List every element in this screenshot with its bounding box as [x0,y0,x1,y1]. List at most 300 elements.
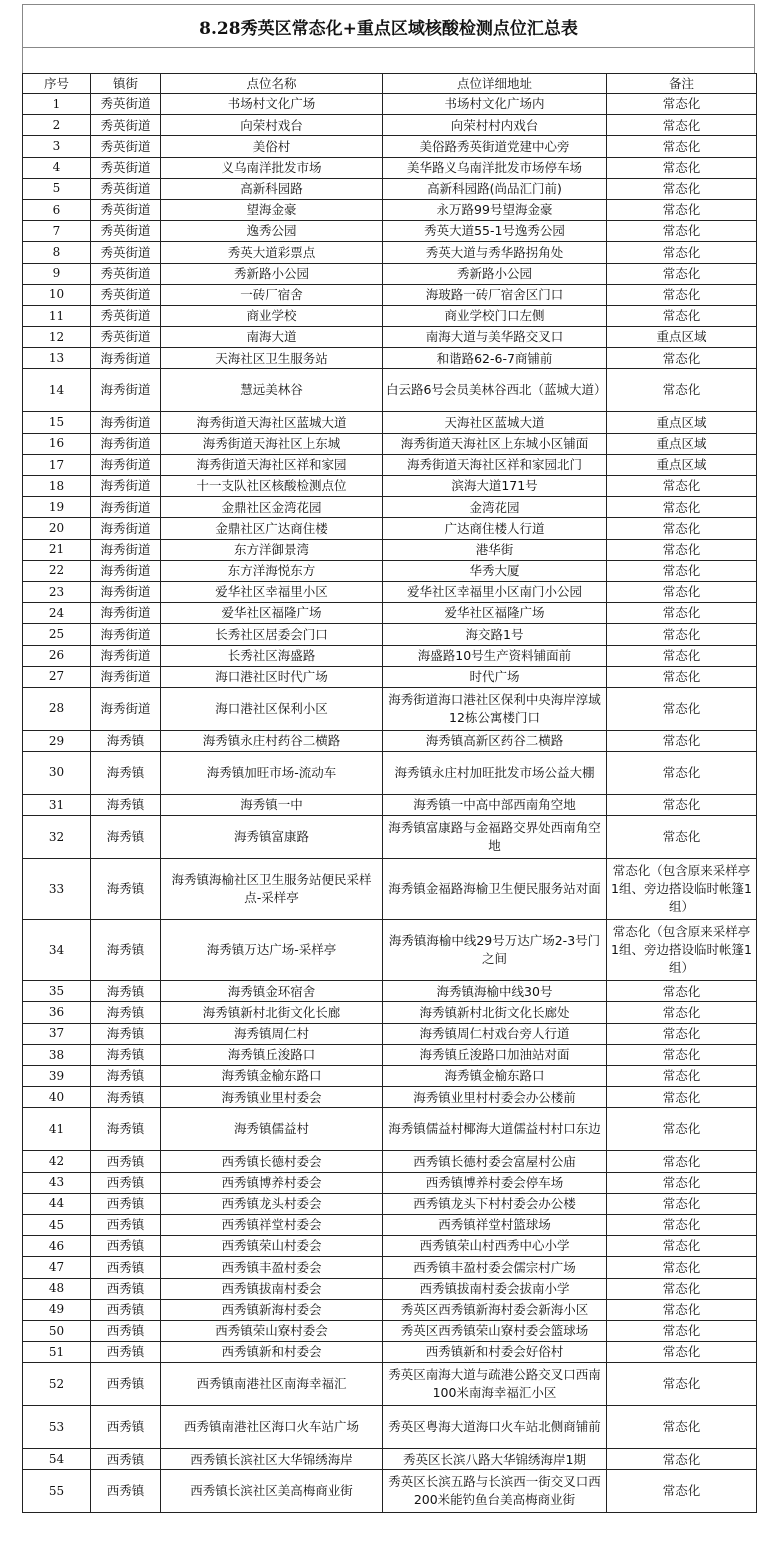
table-row [23,795,757,816]
cell-town: 秀英街道 [91,327,161,348]
cell-site-name: 西秀镇长滨社区大华锦绣海岸 [161,1449,383,1470]
cell-site-name: 西秀镇新和村委会 [161,1342,383,1363]
cell-address: 华秀大厦 [383,560,607,581]
cell-site-name: 西秀镇龙头村委会 [161,1193,383,1214]
cell-site-name: 长秀社区居委会门口 [161,624,383,645]
cell-address: 海秀街道天海社区上东城小区铺面 [383,433,607,454]
cell-seq: 40 [23,1087,91,1108]
cell-remark: 常态化 [607,1002,757,1023]
cell-address: 广达商住楼人行道 [383,518,607,539]
cell-remark: 常态化 [607,816,757,859]
cell-seq: 48 [23,1278,91,1299]
cell-town: 海秀街道 [91,348,161,369]
cell-seq: 46 [23,1236,91,1257]
cell-remark: 常态化 [607,1257,757,1278]
cell-seq: 14 [23,369,91,412]
table-row [23,348,757,369]
table-row [23,920,757,981]
table-row [23,518,757,539]
cell-site-name: 向荣村戏台 [161,115,383,136]
cell-site-name: 西秀镇长滨社区美高梅商业街 [161,1470,383,1513]
cell-address: 白云路6号会员美林谷西北（蓝城大道） [383,369,607,412]
cell-address: 海秀镇富康路与金福路交界处西南角空地 [383,816,607,859]
cell-town: 秀英街道 [91,157,161,178]
cell-seq: 17 [23,454,91,475]
table-row [23,412,757,433]
cell-remark: 常态化 [607,1236,757,1257]
cell-site-name: 西秀镇南港社区海口火车站广场 [161,1406,383,1449]
cell-site-name: 海秀镇万达广场-采样亭 [161,920,383,981]
cell-seq: 29 [23,730,91,751]
cell-site-name: 海秀镇富康路 [161,816,383,859]
cell-site-name: 东方洋海悦东方 [161,560,383,581]
cell-town: 海秀街道 [91,560,161,581]
cell-seq: 51 [23,1342,91,1363]
table-row [23,1066,757,1087]
cell-remark: 常态化 [607,263,757,284]
cell-town: 海秀镇 [91,752,161,795]
cell-seq: 18 [23,476,91,497]
cell-town: 海秀镇 [91,730,161,751]
cell-remark: 重点区域 [607,454,757,475]
cell-address: 西秀镇丰盈村委会儒宗村广场 [383,1257,607,1278]
table-row [23,157,757,178]
cell-site-name: 望海金豪 [161,199,383,220]
cell-remark: 常态化 [607,136,757,157]
cell-address: 海秀镇金榆东路口 [383,1066,607,1087]
cell-seq: 36 [23,1002,91,1023]
cell-address: 天海社区蓝城大道 [383,412,607,433]
cell-town: 海秀镇 [91,1044,161,1065]
cell-town: 海秀街道 [91,581,161,602]
cell-town: 西秀镇 [91,1257,161,1278]
cell-address: 海秀镇高新区药谷二横路 [383,730,607,751]
cell-town: 西秀镇 [91,1470,161,1513]
cell-remark: 常态化 [607,1066,757,1087]
header-seq: 序号 [23,74,91,94]
cell-site-name: 书场村文化广场 [161,94,383,115]
cell-site-name: 海口港社区时代广场 [161,666,383,687]
cell-address: 海秀镇海榆中线30号 [383,981,607,1002]
cell-address: 西秀镇龙头下村村委会办公楼 [383,1193,607,1214]
cell-seq: 3 [23,136,91,157]
cell-address: 时代广场 [383,666,607,687]
cell-remark: 常态化 [607,981,757,1002]
cell-address: 商业学校门口左侧 [383,305,607,326]
cell-remark: 重点区域 [607,433,757,454]
cell-town: 西秀镇 [91,1214,161,1235]
cell-site-name: 一砖厂宿舍 [161,284,383,305]
table-row [23,497,757,518]
cell-address: 西秀镇拔南村委会拔南小学 [383,1278,607,1299]
cell-remark: 常态化 [607,1363,757,1406]
cell-address: 爱华社区福隆广场 [383,603,607,624]
cell-seq: 15 [23,412,91,433]
header-town: 镇街 [91,74,161,94]
cell-address: 海秀镇儒益村椰海大道儒益村村口东边 [383,1108,607,1151]
table-row [23,859,757,920]
cell-town: 秀英街道 [91,305,161,326]
cell-remark: 常态化 [607,1172,757,1193]
cell-town: 秀英街道 [91,242,161,263]
cell-seq: 20 [23,518,91,539]
cell-address: 秀英区长滨八路大华锦绣海岸1期 [383,1449,607,1470]
cell-town: 西秀镇 [91,1449,161,1470]
table-row [23,1299,757,1320]
cell-site-name: 美俗村 [161,136,383,157]
cell-address: 南海大道与美华路交叉口 [383,327,607,348]
cell-remark: 常态化 [607,1406,757,1449]
table-row [23,816,757,859]
cell-town: 西秀镇 [91,1299,161,1320]
cell-address: 港华街 [383,539,607,560]
cell-site-name: 海秀镇一中 [161,795,383,816]
cell-seq: 43 [23,1172,91,1193]
cell-remark: 常态化 [607,581,757,602]
cell-site-name: 秀英大道彩票点 [161,242,383,263]
cell-address: 海秀镇永庄村加旺批发市场公益大棚 [383,752,607,795]
cell-address: 秀英大道55-1号逸秀公园 [383,221,607,242]
table-row [23,624,757,645]
header-row [23,74,757,94]
cell-town: 海秀镇 [91,1066,161,1087]
cell-seq: 23 [23,581,91,602]
cell-town: 海秀镇 [91,795,161,816]
cell-address: 海秀镇海榆中线29号万达广场2-3号门之间 [383,920,607,981]
cell-address: 海秀镇新村北街文化长廊处 [383,1002,607,1023]
cell-site-name: 海秀镇海榆社区卫生服务站便民采样点-采样亭 [161,859,383,920]
cell-remark: 常态化 [607,560,757,581]
cell-remark: 常态化 [607,476,757,497]
cell-address: 秀英大道与秀华路拐角处 [383,242,607,263]
cell-seq: 5 [23,178,91,199]
cell-remark: 常态化 [607,221,757,242]
cell-site-name: 西秀镇荣山村委会 [161,1236,383,1257]
cell-seq: 12 [23,327,91,348]
cell-site-name: 十一支队社区核酸检测点位 [161,476,383,497]
cell-town: 西秀镇 [91,1363,161,1406]
cell-site-name: 海口港社区保利小区 [161,687,383,730]
cell-seq: 8 [23,242,91,263]
cell-site-name: 长秀社区海盛路 [161,645,383,666]
cell-address: 海秀街道海口港社区保利中央海岸淳域12栋公寓楼门口 [383,687,607,730]
cell-address: 向荣村村内戏台 [383,115,607,136]
cell-address: 美俗路秀英街道党建中心旁 [383,136,607,157]
cell-town: 西秀镇 [91,1151,161,1172]
cell-remark: 常态化 [607,1278,757,1299]
cell-seq: 22 [23,560,91,581]
cell-seq: 10 [23,284,91,305]
table-row [23,1363,757,1406]
cell-remark: 常态化 [607,645,757,666]
cell-remark: 常态化 [607,1108,757,1151]
cell-town: 海秀街道 [91,433,161,454]
cell-town: 海秀街道 [91,539,161,560]
cell-remark: 重点区域 [607,412,757,433]
cell-seq: 25 [23,624,91,645]
cell-address: 高新科园路(尚品汇门前) [383,178,607,199]
table-row [23,263,757,284]
cell-seq: 4 [23,157,91,178]
cell-town: 海秀街道 [91,603,161,624]
cell-seq: 24 [23,603,91,624]
table-row [23,305,757,326]
cell-remark: 常态化 [607,94,757,115]
cell-seq: 44 [23,1193,91,1214]
cell-address: 海交路1号 [383,624,607,645]
cell-seq: 1 [23,94,91,115]
cell-seq: 35 [23,981,91,1002]
cell-seq: 45 [23,1214,91,1235]
cell-address: 海秀镇丘浚路口加油站对面 [383,1044,607,1065]
header-remark: 备注 [607,74,757,94]
cell-remark: 常态化 [607,115,757,136]
cell-remark: 常态化 [607,1151,757,1172]
cell-town: 秀英街道 [91,221,161,242]
cell-site-name: 海秀镇周仁村 [161,1023,383,1044]
cell-address: 秀英区西秀镇荣山寮村委会篮球场 [383,1320,607,1341]
cell-town: 海秀镇 [91,1087,161,1108]
cell-town: 秀英街道 [91,263,161,284]
cell-site-name: 海秀镇永庄村药谷二横路 [161,730,383,751]
cell-remark: 常态化 [607,687,757,730]
cell-seq: 32 [23,816,91,859]
cell-address: 书场村文化广场内 [383,94,607,115]
cell-address: 西秀镇祥堂村篮球场 [383,1214,607,1235]
cell-seq: 33 [23,859,91,920]
cell-seq: 41 [23,1108,91,1151]
table-row [23,1023,757,1044]
cell-site-name: 逸秀公园 [161,221,383,242]
cell-seq: 13 [23,348,91,369]
cell-seq: 27 [23,666,91,687]
cell-remark: 常态化 [607,539,757,560]
cell-site-name: 西秀镇新海村委会 [161,1299,383,1320]
table-row [23,1257,757,1278]
cell-address: 秀英区长滨五路与长滨西一街交叉口西200米能钓鱼台美高梅商业街 [383,1470,607,1513]
cell-site-name: 爱华社区幸福里小区 [161,581,383,602]
cell-remark: 常态化 [607,1023,757,1044]
cell-remark: 常态化 [607,497,757,518]
cell-town: 秀英街道 [91,284,161,305]
header-site-name: 点位名称 [161,74,383,94]
cell-remark: 常态化 [607,242,757,263]
cell-site-name: 金鼎社区广达商住楼 [161,518,383,539]
cell-address: 秀英区南海大道与疏港公路交叉口西南100米南海幸福汇小区 [383,1363,607,1406]
table-row [23,1151,757,1172]
cell-seq: 21 [23,539,91,560]
cell-seq: 11 [23,305,91,326]
table-row [23,560,757,581]
table-row [23,1470,757,1513]
cell-remark: 常态化 [607,1342,757,1363]
cell-town: 海秀街道 [91,687,161,730]
cell-site-name: 东方洋御景湾 [161,539,383,560]
table-row [23,1236,757,1257]
cell-remark: 常态化 [607,730,757,751]
cell-address: 滨海大道171号 [383,476,607,497]
cell-remark: 常态化 [607,199,757,220]
cell-site-name: 慧远美林谷 [161,369,383,412]
table-title: 8.28秀英区常态化+重点区域核酸检测点位汇总表 [22,4,755,48]
table-row [23,221,757,242]
cell-remark: 常态化（包含原来采样亭1组、旁边搭设临时帐篷1组） [607,859,757,920]
cell-remark: 常态化 [607,1449,757,1470]
cell-remark: 常态化 [607,518,757,539]
cell-town: 海秀街道 [91,369,161,412]
cell-site-name: 西秀镇祥堂村委会 [161,1214,383,1235]
cell-address: 和谐路62-6-7商铺前 [383,348,607,369]
cell-seq: 49 [23,1299,91,1320]
cell-town: 海秀镇 [91,981,161,1002]
blank-row [22,48,755,73]
table-row [23,476,757,497]
table-row [23,433,757,454]
table-row [23,1406,757,1449]
cell-remark: 常态化 [607,666,757,687]
cell-site-name: 高新科园路 [161,178,383,199]
table-row [23,1044,757,1065]
cell-remark: 常态化 [607,305,757,326]
cell-site-name: 海秀镇金环宿舍 [161,981,383,1002]
cell-town: 海秀街道 [91,518,161,539]
cell-seq: 47 [23,1257,91,1278]
table-row [23,115,757,136]
table-row [23,327,757,348]
cell-seq: 7 [23,221,91,242]
table-row [23,603,757,624]
cell-town: 西秀镇 [91,1342,161,1363]
cell-seq: 38 [23,1044,91,1065]
cell-town: 西秀镇 [91,1406,161,1449]
cell-remark: 常态化 [607,1193,757,1214]
table-row [23,666,757,687]
cell-address: 海秀镇金福路海榆卫生便民服务站对面 [383,859,607,920]
cell-town: 秀英街道 [91,115,161,136]
cell-remark: 常态化 [607,1087,757,1108]
cell-address: 秀新路小公园 [383,263,607,284]
table-row [23,94,757,115]
cell-remark: 常态化 [607,178,757,199]
cell-site-name: 海秀镇新村北街文化长廊 [161,1002,383,1023]
cell-town: 秀英街道 [91,94,161,115]
cell-remark: 常态化 [607,795,757,816]
cell-address: 秀英区粤海大道海口火车站北侧商铺前 [383,1406,607,1449]
cell-town: 海秀镇 [91,1002,161,1023]
cell-seq: 30 [23,752,91,795]
cell-site-name: 义乌南洋批发市场 [161,157,383,178]
table-row [23,645,757,666]
cell-address: 爱华社区幸福里小区南门小公园 [383,581,607,602]
cell-seq: 6 [23,199,91,220]
cell-seq: 53 [23,1406,91,1449]
cell-site-name: 爱华社区福隆广场 [161,603,383,624]
test-sites-table [22,73,757,1513]
cell-remark: 常态化 [607,284,757,305]
cell-address: 海秀镇一中高中部西南角空地 [383,795,607,816]
cell-remark: 常态化 [607,624,757,645]
cell-address: 海盛路10号生产资料铺面前 [383,645,607,666]
cell-address: 西秀镇新和村委会好俗村 [383,1342,607,1363]
cell-site-name: 天海社区卫生服务站 [161,348,383,369]
table-row [23,284,757,305]
cell-site-name: 海秀镇加旺市场-流动车 [161,752,383,795]
cell-town: 秀英街道 [91,178,161,199]
cell-town: 西秀镇 [91,1193,161,1214]
cell-remark: 常态化 [607,603,757,624]
cell-site-name: 海秀镇丘浚路口 [161,1044,383,1065]
cell-town: 西秀镇 [91,1236,161,1257]
table-row [23,1320,757,1341]
cell-town: 海秀街道 [91,645,161,666]
table-row [23,581,757,602]
cell-town: 西秀镇 [91,1278,161,1299]
table-row [23,981,757,1002]
table-row [23,136,757,157]
table-row [23,1087,757,1108]
cell-seq: 16 [23,433,91,454]
table-row [23,1108,757,1151]
cell-remark: 常态化 [607,1320,757,1341]
cell-remark: 常态化 [607,1299,757,1320]
cell-address: 秀英区西秀镇新海村委会新海小区 [383,1299,607,1320]
cell-remark: 常态化（包含原来采样亭1组、旁边搭设临时帐篷1组） [607,920,757,981]
cell-site-name: 金鼎社区金湾花园 [161,497,383,518]
cell-site-name: 西秀镇拔南村委会 [161,1278,383,1299]
cell-site-name: 西秀镇南港社区南海幸福汇 [161,1363,383,1406]
table-row [23,454,757,475]
cell-town: 海秀街道 [91,624,161,645]
table-row [23,687,757,730]
cell-remark: 重点区域 [607,327,757,348]
cell-site-name: 西秀镇博养村委会 [161,1172,383,1193]
table-row [23,178,757,199]
cell-remark: 常态化 [607,1214,757,1235]
cell-remark: 常态化 [607,1470,757,1513]
cell-seq: 26 [23,645,91,666]
cell-seq: 28 [23,687,91,730]
cell-remark: 常态化 [607,157,757,178]
cell-remark: 常态化 [607,348,757,369]
cell-address: 海秀街道天海社区祥和家园北门 [383,454,607,475]
cell-site-name: 海秀镇金榆东路口 [161,1066,383,1087]
cell-site-name: 海秀街道天海社区上东城 [161,433,383,454]
cell-town: 海秀镇 [91,920,161,981]
cell-address: 西秀镇荣山村西秀中心小学 [383,1236,607,1257]
cell-site-name: 海秀街道天海社区蓝城大道 [161,412,383,433]
cell-town: 海秀街道 [91,497,161,518]
cell-town: 海秀街道 [91,666,161,687]
table-row [23,752,757,795]
cell-town: 西秀镇 [91,1172,161,1193]
cell-seq: 52 [23,1363,91,1406]
cell-town: 秀英街道 [91,199,161,220]
table-row [23,1342,757,1363]
cell-town: 秀英街道 [91,136,161,157]
cell-town: 海秀镇 [91,816,161,859]
cell-site-name: 海秀镇儒益村 [161,1108,383,1151]
cell-seq: 19 [23,497,91,518]
cell-seq: 55 [23,1470,91,1513]
cell-seq: 42 [23,1151,91,1172]
cell-remark: 常态化 [607,369,757,412]
cell-address: 西秀镇长德村委会富屋村公庙 [383,1151,607,1172]
cell-town: 海秀街道 [91,454,161,475]
table-row [23,1193,757,1214]
table-row [23,369,757,412]
cell-site-name: 西秀镇荣山寮村委会 [161,1320,383,1341]
cell-seq: 31 [23,795,91,816]
